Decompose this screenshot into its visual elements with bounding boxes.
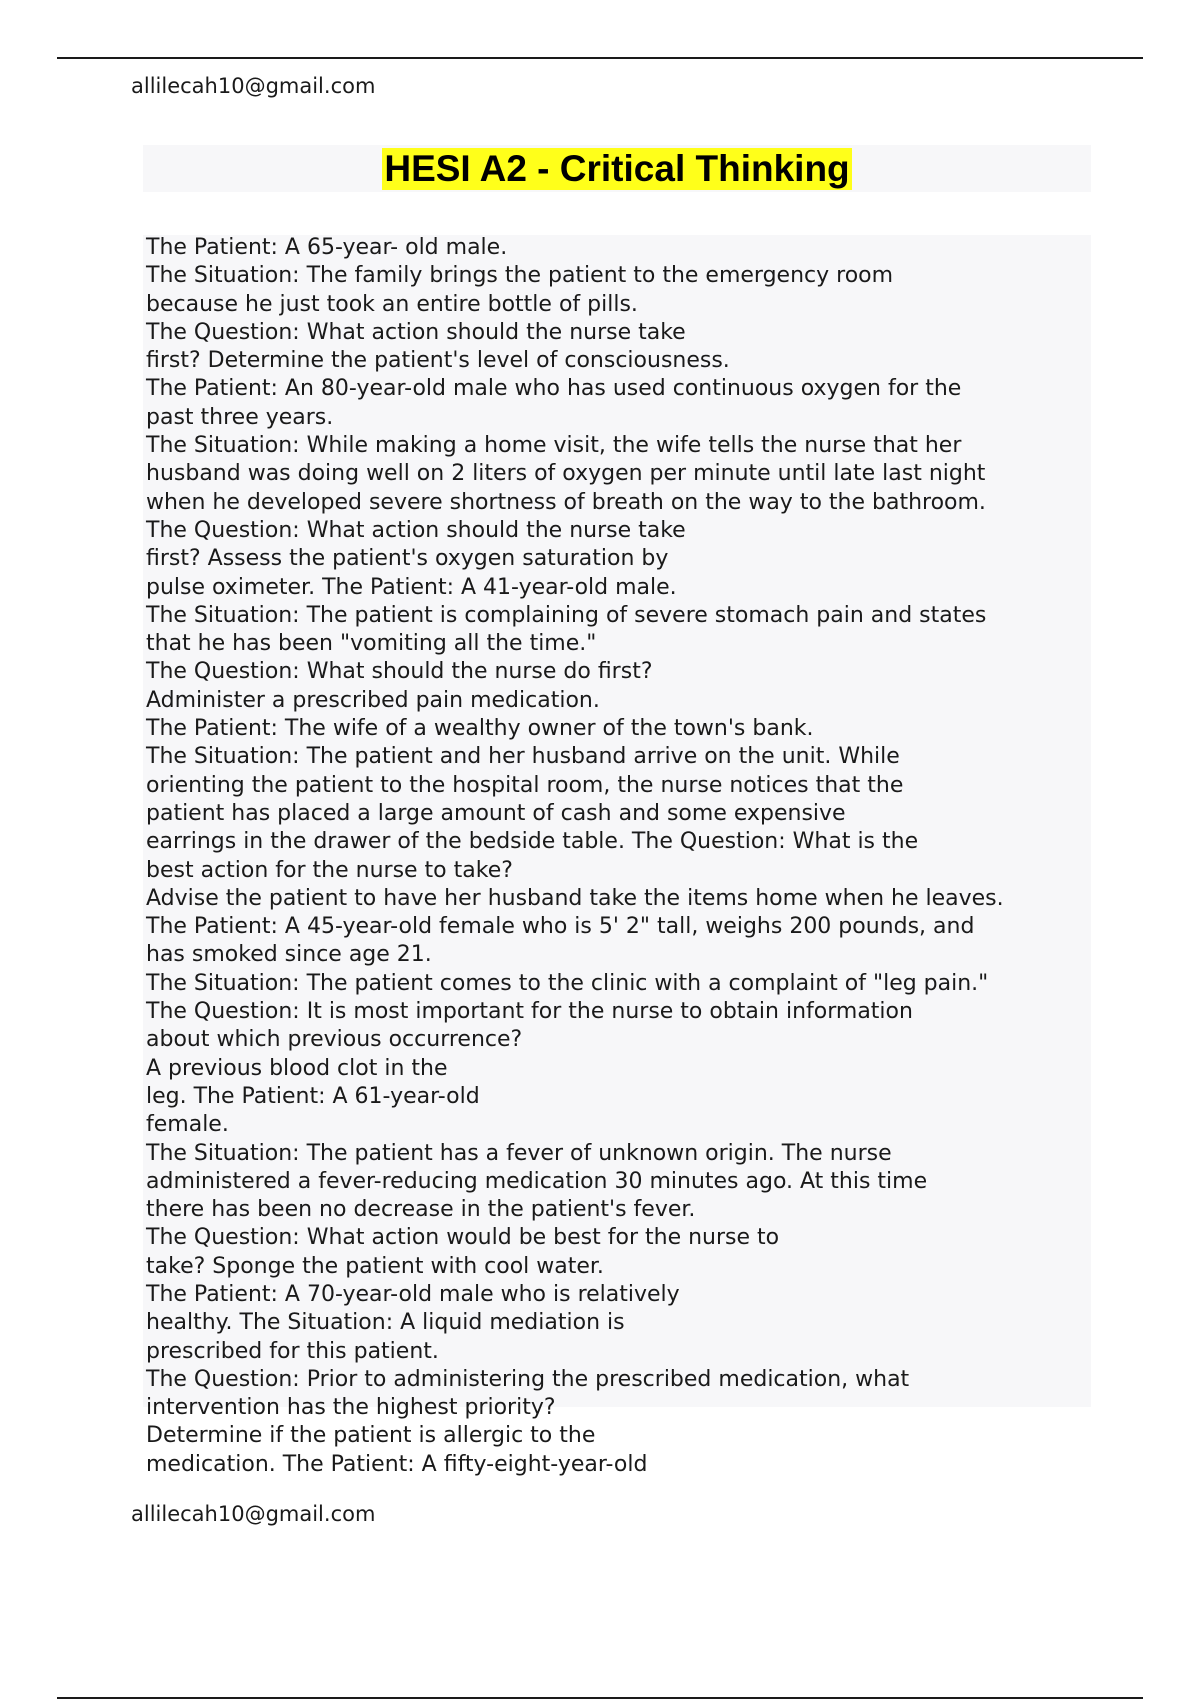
text-line: prescribed for this patient.	[146, 1338, 439, 1364]
text-line: husband was doing well on 2 liters of oxygen per minute until late last night	[146, 461, 986, 487]
text-line: The Patient: The wife of a wealthy owner of the town's bank.	[146, 716, 814, 742]
text-line: about which previous occurrence?	[146, 1027, 523, 1053]
text-line: The Situation: While making a home visit, the wife tells the nurse that her	[146, 433, 962, 459]
text-line: The Situation: The patient and her husband arrive on the unit. While	[146, 744, 900, 770]
text-line: healthy. The Situation: A liquid mediation is	[146, 1310, 625, 1336]
text-line: first? Determine the patient's level of consciousness.	[146, 348, 730, 374]
title-band	[143, 145, 1091, 192]
text-line: there has been no decrease in the patient's fever.	[146, 1197, 696, 1223]
text-line: The Situation: The family brings the patient to the emergency room	[146, 263, 894, 289]
text-line: when he developed severe shortness of breath on the way to the bathroom.	[146, 489, 986, 515]
text-line: female.	[146, 1112, 229, 1138]
text-line: orienting the patient to the hospital room, the nurse notices that the	[146, 772, 904, 798]
footer-email: allilecah10@gmail.com	[131, 1502, 376, 1526]
bottom-rule	[57, 1697, 1143, 1699]
text-line: The Patient: A 70-year-old male who is relatively	[146, 1281, 680, 1307]
text-line: first? Assess the patient's oxygen saturation by	[146, 546, 669, 572]
text-line: Determine if the patient is allergic to the	[146, 1423, 596, 1449]
header-email: allilecah10@gmail.com	[131, 74, 376, 98]
text-line: leg. The Patient: A 61-year-old	[146, 1083, 480, 1109]
text-line: The Question: What action should the nurse take	[146, 517, 686, 543]
text-line: The Patient: A 45-year-old female who is 5' 2" tall, weighs 200 pounds, and	[146, 914, 975, 940]
text-line: has smoked since age 21.	[146, 942, 432, 968]
text-line: pulse oximeter. The Patient: A 41-year-old male.	[146, 574, 677, 600]
text-line: Administer a prescribed pain medication.	[146, 687, 600, 713]
text-line: past three years.	[146, 404, 334, 430]
document-body	[146, 234, 1106, 1479]
text-line: The Patient: An 80-year-old male who has used continuous oxygen for the	[146, 376, 962, 402]
text-line: that he has been "vomiting all the time."	[146, 631, 597, 657]
text-line: earrings in the drawer of the bedside table. The Question: What is the	[146, 829, 919, 855]
text-line: best action for the nurse to take?	[146, 857, 513, 883]
text-line: The Situation: The patient is complaining of severe stomach pain and states	[146, 602, 987, 628]
text-line: The Question: What should the nurse do first?	[146, 659, 653, 685]
text-line: The Situation: The patient has a fever of unknown origin. The nurse	[146, 1140, 892, 1166]
text-line: The Question: What action should the nurse take	[146, 319, 686, 345]
text-line: The Patient: A 65-year- old male.	[146, 235, 508, 260]
text-line: take? Sponge the patient with cool water.	[146, 1253, 604, 1279]
text-line: The Question: What action would be best for the nurse to	[146, 1225, 780, 1251]
text-line: because he just took an entire bottle of pills.	[146, 291, 638, 317]
text-line: The Situation: The patient comes to the clinic with a complaint of "leg pain."	[146, 970, 989, 996]
document-title: HESI A2 - Critical Thinking	[384, 148, 850, 189]
text-line: administered a fever-reducing medication 30 minutes ago. At this time	[146, 1168, 928, 1194]
text-line: The Question: It is most important for the nurse to obtain information	[146, 999, 913, 1025]
text-line: The Question: Prior to administering the prescribed medication, what	[146, 1366, 910, 1392]
text-line: intervention has the highest priority?	[146, 1395, 556, 1421]
text-line: Advise the patient to have her husband take the items home when he leaves.	[146, 885, 1004, 911]
top-rule	[57, 57, 1143, 59]
text-line: medication. The Patient: A fifty-eight-year-old	[146, 1451, 648, 1477]
text-line: A previous blood clot in the	[146, 1055, 448, 1081]
text-line: patient has placed a large amount of cash and some expensive	[146, 800, 846, 826]
